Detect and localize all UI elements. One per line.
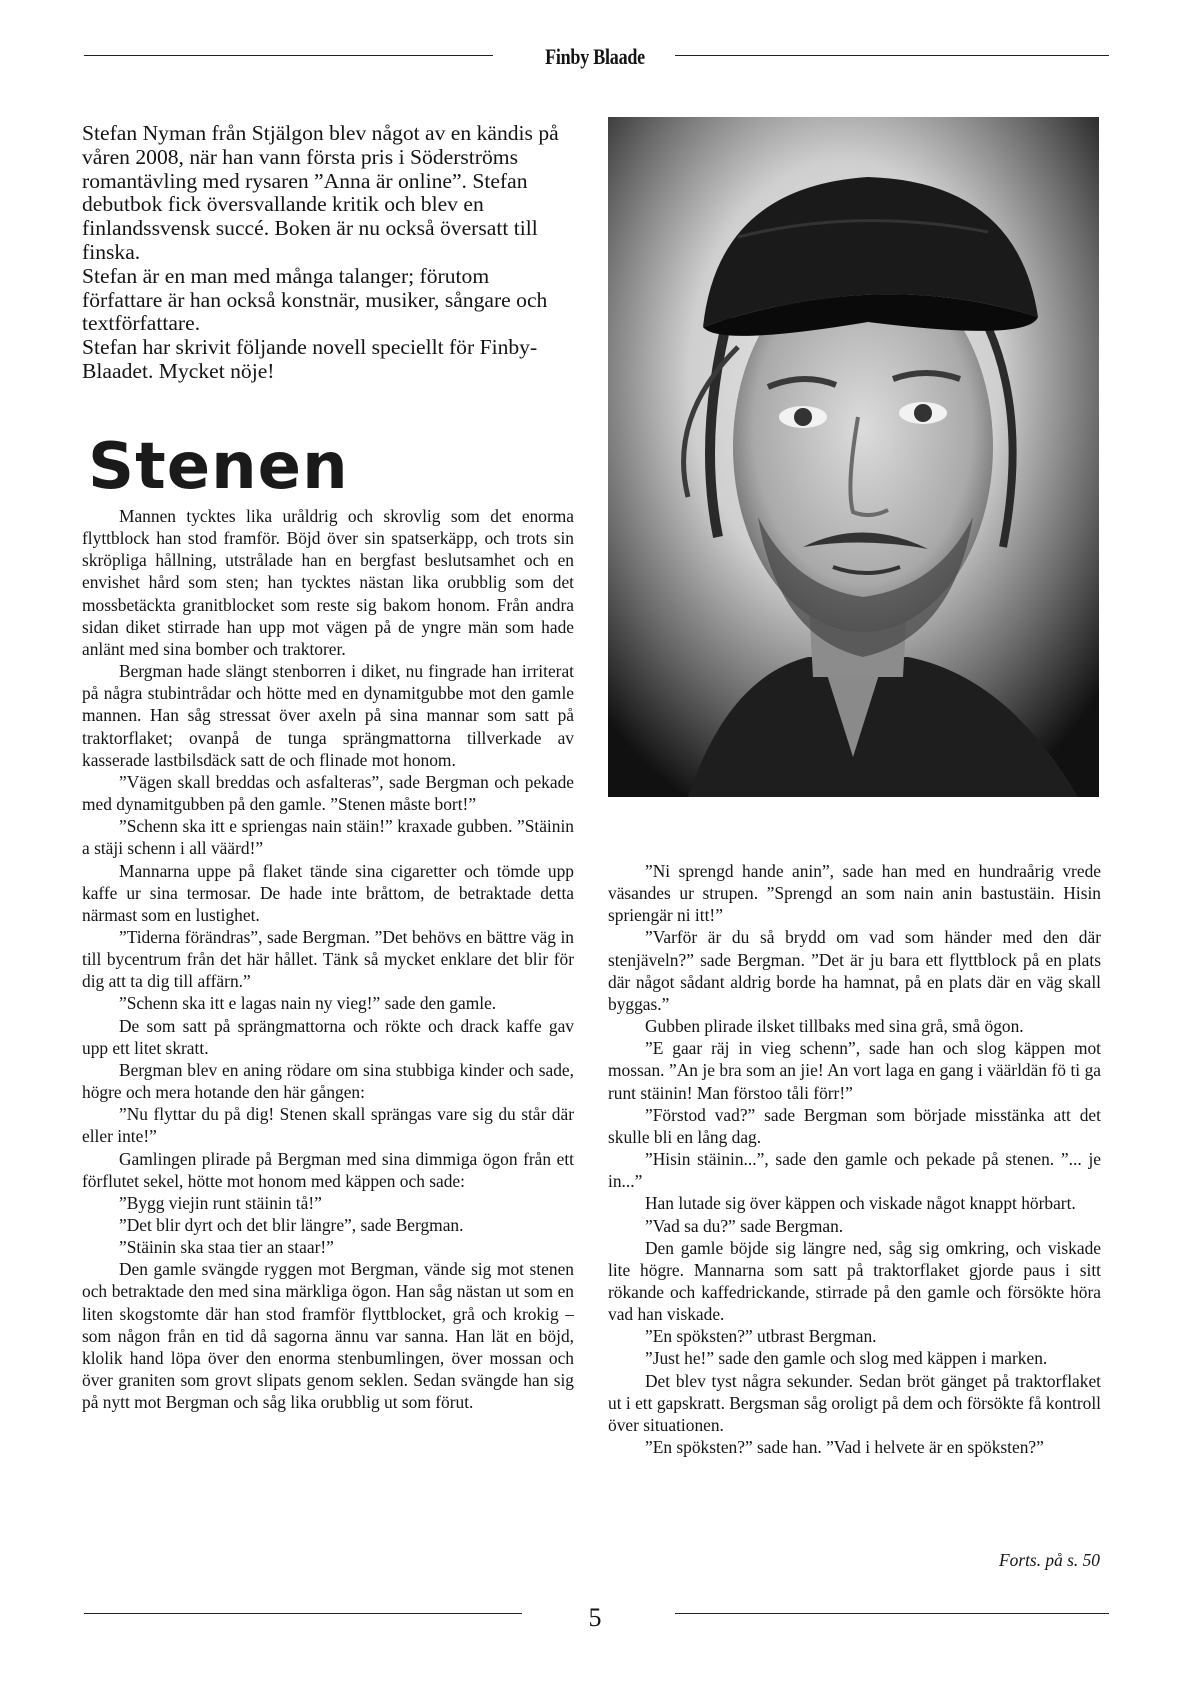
author-portrait-photo: [608, 117, 1099, 797]
story-paragraph: ”Förstod vad?” sade Bergman som började misstänka att det skulle bli en lång dag.: [608, 1104, 1101, 1147]
story-paragraph: Det blev tyst några sekunder. Sedan bröt gänget på traktorflaket ut i ett gapskratt. Bergsman såg oroligt på dem och försökte få kontroll över situationen.: [608, 1370, 1101, 1435]
header-rule-right: [675, 55, 1109, 56]
story-paragraph: ”En spöksten?” sade han. ”Vad i helvete är en spöksten?”: [645, 1437, 1044, 1458]
story-paragraph: Bergman hade slängt stenborren i diket, nu fingrade han irriterat på några stubintrådar och hötte med en dynamitgubbe mot den gamle mannen. Han såg stressat över axeln på sina mannar som satt på traktorflaket; ovanpå de tunga sprängmattorna tillverkade av kasserade lastbilsdäck satt de och flinade mot honom.: [82, 661, 574, 770]
story-paragraph: Mannarna uppe på flaket tände sina cigaretter och tömde upp kaffe ur sina termosar. De hade inte bråttom, de betraktade detta närmast som en lustighet.: [82, 860, 574, 925]
story-paragraph: Han lutade sig över käppen och viskade något knappt hörbart.: [645, 1193, 1076, 1214]
continued-note: Forts. på s. 50: [999, 1550, 1100, 1570]
story-paragraph: ”Vad sa du?” sade Bergman.: [645, 1215, 844, 1236]
intro-paragraph: Stefan är en man med många talanger; förutom författare är han också konstnär, musiker, sångare och textförfattare.: [82, 263, 548, 336]
portrait-photo: [608, 117, 1099, 797]
header-title: Finby Blaade: [545, 44, 645, 69]
story-paragraph: Gubben plirade ilsket tillbaks med sina grå, små ögon.: [645, 1016, 1024, 1037]
story-paragraph: Den gamle svängde ryggen mot Bergman, vände sig mot stenen och betraktade den med sina märkliga ögon. Han såg nästan ut som en liten skogstomte där han stod framför flyttblocket, grå och krokig – som någon från en tid då sagorna ännu var sanna. Han lät en böjd, klolik hand löpa över den enorma stenbumlingen, över mossan och över graniten som grovt slipats genom seklen. Sedan svängde han sig på nytt mot Bergman och såg lika orubblig ut som förut.: [82, 1259, 574, 1413]
story-paragraph: ”Stäinin ska staa tier an staar!”: [119, 1237, 334, 1258]
story-left-column: [82, 505, 574, 1413]
story-paragraph: ”Vägen skall breddas och asfalteras”, sade Bergman och pekade med dynamitgubben på den gamle. ”Stenen måste bort!”: [82, 771, 574, 815]
intro-paragraph: Stefan har skrivit följande novell speciellt för Finby-Blaadet. Mycket nöje!: [82, 335, 538, 383]
story-paragraph: ”En spöksten?” utbrast Bergman.: [645, 1326, 877, 1347]
story-paragraph: ”Schenn ska itt e spriengas nain stäin!” kraxade gubben. ”Stäinin a stäji schenn i all väärd!”: [82, 816, 574, 859]
story-paragraph: Mannen tycktes lika uråldrig och skrovlig som det enorma flyttblock han stod framför. Böjd över sin spatserkäpp, och trots sin skröpliga hållning, utstrålade han en bergfast beslutsamhet och en envishet hård som sten; han tycktes nästan lika orubblig som det mossbetäckta granitblocket som reste sig bakom honom. Från andra sidan diket stirrade han upp mot vägen på de yngre män som hade anlänt med sina bomber och traktorer.: [82, 506, 574, 659]
story-paragraph: Gamlingen plirade på Bergman med sina dimmiga ögon från ett förflutet sekel, hötte mot honom med käppen och sade:: [82, 1148, 574, 1191]
story-paragraph: ”Nu flyttar du på dig! Stenen skall sprängas vare sig du står där eller inte!”: [82, 1104, 574, 1147]
page-number: 5: [588, 1603, 602, 1632]
story-paragraph: Bergman blev en aning rödare om sina stubbiga kinder och sade, högre och mera hotande den här gången:: [82, 1059, 574, 1103]
story-paragraph: ”Det blir dyrt och det blir längre”, sade Bergman.: [119, 1215, 464, 1235]
story-paragraph: ”Schenn ska itt e lagas nain ny vieg!” sade den gamle.: [119, 993, 497, 1014]
story-paragraph: Den gamle böjde sig längre ned, såg sig omkring, och viskade lite högre. Mannarna som satt på traktorflaket gjorde paus i sitt rökande och kaffedrickande, stirrade på den gamle och försökte höra vad han viskade.: [608, 1237, 1101, 1325]
footer-rule-right: [675, 1613, 1109, 1614]
story-paragraph: ”Just he!” sade den gamle och slog med käppen i marken.: [645, 1348, 1048, 1369]
story-paragraph: ”Tiderna förändras”, sade Bergman. ”Det behövs en bättre väg in till bycentrum från det här hållet. Tänk så mycket enklare det blir för dig att ta dig till affärn.”: [82, 926, 574, 992]
story-right-column: [608, 860, 1101, 1458]
story-paragraph: ”Bygg viejin runt stäinin tå!”: [119, 1192, 322, 1213]
intro-text: [82, 122, 572, 384]
story-paragraph: ”E gaar räj in vieg schenn”, sade han och slog käppen mot mossan. ”An je bra som an jie! An vort laga en gang i väärldän fö ti ga runt stäinin! Man förstoo tåli förr!”: [608, 1038, 1101, 1103]
story-paragraph: De som satt på sprängmattorna och rökte och drack kaffe gav upp ett litet skratt.: [82, 1015, 574, 1058]
story-paragraph: ”Ni sprengd hande anin”, sade han med en hundraårig vrede väsandes ur strupen. ”Sprengd an som nain anin bastustäin. Hisin spriengär ni itt!”: [608, 861, 1101, 926]
story-paragraph: ”Varför är du så brydd om vad som händer med den där stenjäveln?” sade Bergman. ”Det är ju bara ett flyttblock på en plats där något sådant aldrig borde ha hamnat, på en plats där en väg skall byggas.”: [608, 927, 1101, 1014]
intro-paragraph: Stefan Nyman från Stjälgon blev något av en kändis på våren 2008, när han vann första pris i Söderströms romantävling med rysaren ”Anna är online”. Stefan debutbok fick översvallande kritik och blev en finlandssvensk succé. Boken är nu också översatt till finska.: [82, 121, 559, 264]
story-paragraph: ”Hisin stäinin...”, sade den gamle och pekade på stenen. ”... je in...”: [608, 1149, 1101, 1192]
story-title: Stenen: [88, 430, 349, 504]
